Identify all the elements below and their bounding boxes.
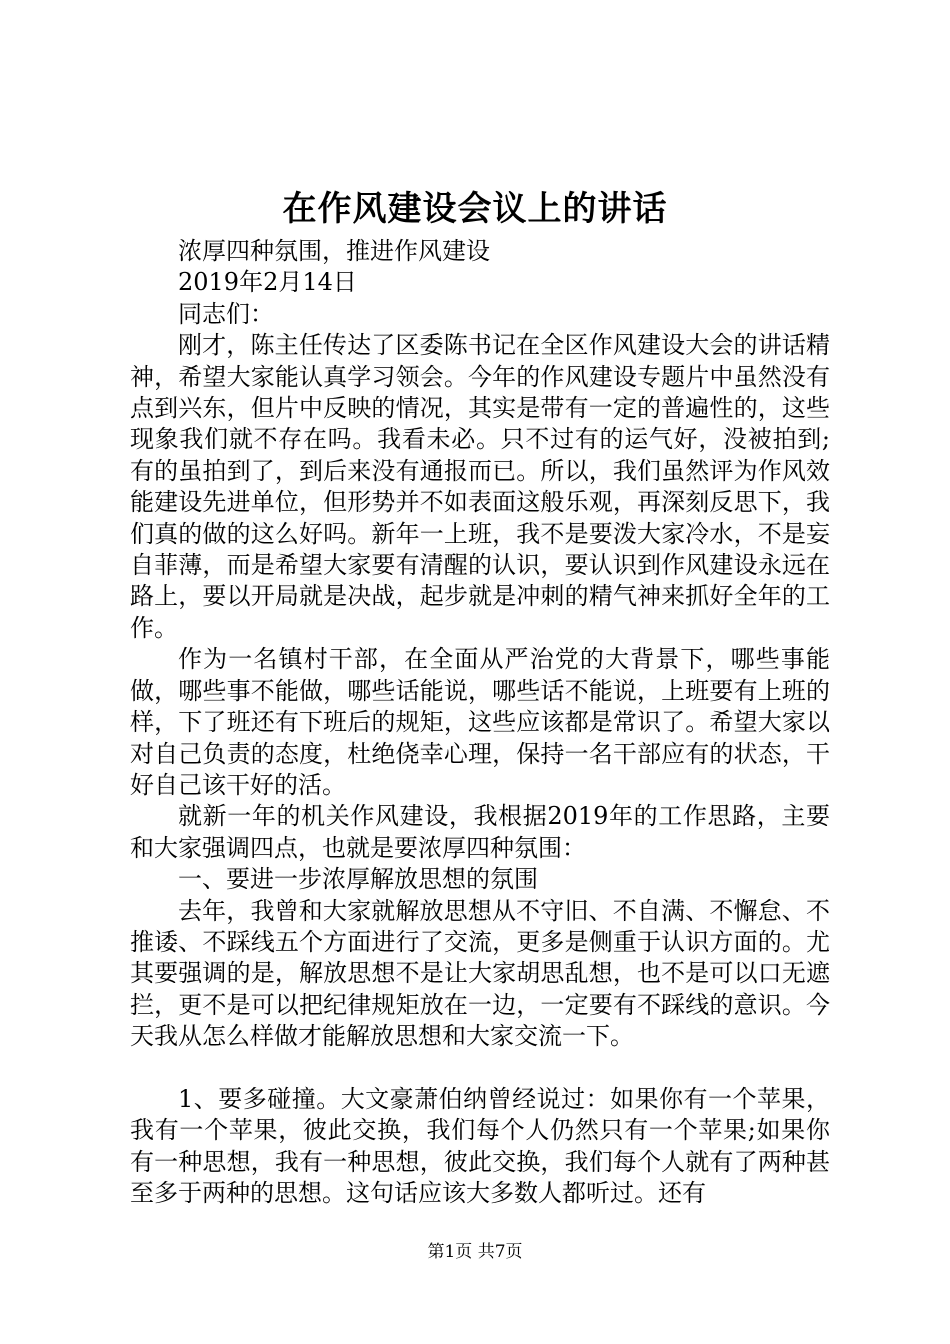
body-paragraph: 就新一年的机关作风建设，我根据2019年的工作思路，主要和大家强调四点，也就是要浓厚四种氛围： — [130, 802, 830, 862]
section-heading: 一、要进一步浓厚解放思想的氛围 — [178, 865, 538, 894]
document-body — [130, 236, 830, 1210]
page-footer: 第1页 共7页 — [427, 1242, 523, 1262]
page-title: 在作风建设会议上的讲话 — [282, 189, 668, 229]
date-paragraph: 2019年2月14日 — [178, 268, 357, 297]
body-paragraph: 1、要多碰撞。大文豪萧伯纳曾经说过：如果你有一个苹果，我有一个苹果，彼此交换，我们每个人仍然只有一个苹果;如果你有一种思想，我有一种思想，彼此交换，我们每个人就有了两种甚至多于两种的思想。这句话应该大多数人都听过。还有 — [130, 1084, 830, 1208]
blank-line — [130, 1053, 830, 1084]
body-paragraph: 作为一名镇村干部，在全面从严治党的大背景下，哪些事能做，哪些事不能做，哪些话能说，哪些话不能说，上班要有上班的样，下了班还有下班后的规矩，这些应该都是常识了。希望大家以对自己负责的态度，杜绝侥幸心理，保持一名干部应有的状态，干好自己该干好的活。 — [130, 645, 830, 799]
body-paragraph: 刚才，陈主任传达了区委陈书记在全区作风建设大会的讲话精神，希望大家能认真学习领会。今年的作风建设专题片中虽然没有点到兴东，但片中反映的情况，其实是带有一定的普遍性的，这些现象我们就不存在吗。我看未必。只不过有的运气好，没被拍到;有的虽拍到了，到后来没有通报而已。所以，我们虽然评为作风效能建设先进单位，但形势并不如表面这般乐观，再深刻反思下，我们真的做的这么好吗。新年一上班，我不是要泼大家冷水，不是妄自菲薄，而是希望大家要有清醒的认识，要认识到作风建设永远在路上，要以开局就是决战，起步就是冲刺的精气神来抓好全年的工作。 — [130, 331, 830, 642]
salutation-paragraph: 同志们： — [178, 299, 274, 328]
body-paragraph: 去年，我曾和大家就解放思想从不守旧、不自满、不懈怠、不推诿、不踩线五个方面进行了交流，更多是侧重于认识方面的。尤其要强调的是，解放思想不是让大家胡思乱想，也不是可以口无遮拦，更不是可以把纪律规矩放在一边，一定要有不踩线的意识。今天我从怎么样做才能解放思想和大家交流一下。 — [130, 896, 830, 1051]
subtitle-paragraph: 浓厚四种氛围，推进作风建设 — [178, 237, 490, 265]
